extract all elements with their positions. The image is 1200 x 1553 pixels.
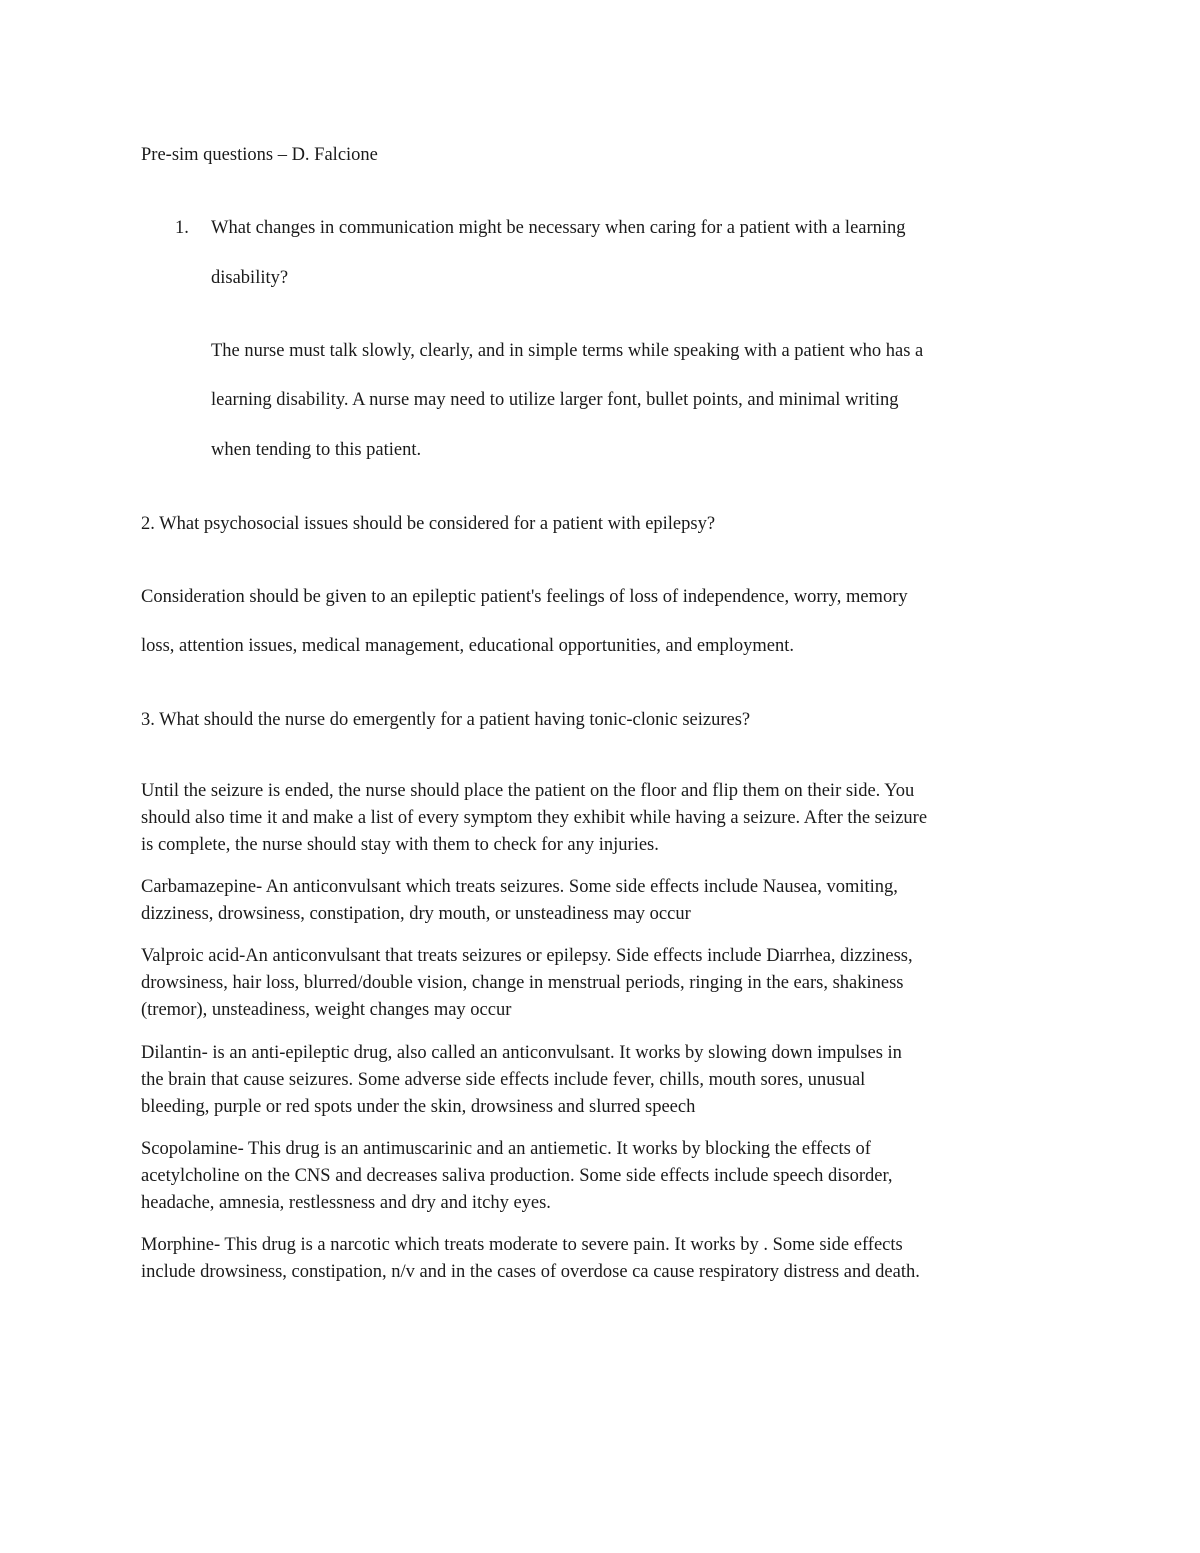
q2-answer-line-2: loss, attention issues, medical management, educational opportunities, and employment.: [141, 636, 795, 656]
drug-paragraph-scopolamine: [141, 1136, 1071, 1217]
drug-paragraph-valproic-acid: [141, 943, 1071, 1024]
drug-paragraph-dilantin: [141, 1040, 1071, 1121]
drug-line: bleeding, purple or red spots under the skin, drowsiness and slurred speech: [141, 1097, 696, 1117]
drug-line: include drowsiness, constipation, n/v and in the cases of overdose ca cause respiratory distress and death.: [141, 1262, 920, 1282]
drug-line: acetylcholine on the CNS and decreases saliva production. Some side effects include speech disorder,: [141, 1166, 893, 1186]
q3-answer-line-2: should also time it and make a list of every symptom they exhibit while having a seizure. After the seizure: [141, 808, 928, 828]
q2-answer-line-1: Consideration should be given to an epileptic patient's feelings of loss of independence, worry, memory: [141, 587, 908, 607]
drug-paragraph-morphine: [141, 1232, 1071, 1286]
drug-line: Carbamazepine- An anticonvulsant which treats seizures. Some side effects include Nausea, vomiting,: [141, 877, 898, 897]
drug-line: the brain that cause seizures. Some adverse side effects include fever, chills, mouth sores, unusual: [141, 1070, 866, 1090]
q1-answer-line-2: learning disability. A nurse may need to utilize larger font, bullet points, and minimal writing: [211, 390, 899, 410]
q1-answer-line-1: The nurse must talk slowly, clearly, and in simple terms while speaking with a patient who has a: [211, 341, 924, 361]
drug-line: Morphine- This drug is a narcotic which treats moderate to severe pain. It works by . Some side effects: [141, 1235, 903, 1255]
drug-line: (tremor), unsteadiness, weight changes may occur: [141, 1000, 512, 1020]
q3-answer-line-3: is complete, the nurse should stay with them to check for any injuries.: [141, 835, 659, 855]
drug-paragraph-carbamazepine: [141, 874, 1071, 928]
drug-line: drowsiness, hair loss, blurred/double vision, change in menstrual periods, ringing in the ears, shakiness: [141, 973, 904, 993]
q3-question: 3. What should the nurse do emergently for a patient having tonic-clonic seizures?: [141, 710, 751, 730]
document-title: Pre-sim questions – D. Falcione: [141, 145, 378, 165]
q1-question-line-2: disability?: [211, 268, 289, 288]
drug-line: Scopolamine- This drug is an antimuscarinic and an antiemetic. It works by blocking the effects of: [141, 1139, 871, 1159]
q3-answer-line-1: Until the seizure is ended, the nurse should place the patient on the floor and flip them on their side. You: [141, 781, 915, 801]
q1-number: 1.: [175, 218, 189, 238]
drug-line: dizziness, drowsiness, constipation, dry mouth, or unsteadiness may occur: [141, 904, 691, 924]
drug-line: headache, amnesia, restlessness and dry and itchy eyes.: [141, 1193, 551, 1213]
drug-line: Dilantin- is an anti-epileptic drug, also called an anticonvulsant. It works by slowing down impulses in: [141, 1043, 902, 1063]
q1-answer-line-3: when tending to this patient.: [211, 440, 422, 460]
q3-answer: [141, 778, 1071, 859]
q1-question-line-1: What changes in communication might be necessary when caring for a patient with a learning: [211, 218, 906, 238]
q2-question: 2. What psychosocial issues should be considered for a patient with epilepsy?: [141, 514, 716, 534]
drug-line: Valproic acid-An anticonvulsant that treats seizures or epilepsy. Side effects include Diarrhea, dizziness,: [141, 946, 913, 966]
